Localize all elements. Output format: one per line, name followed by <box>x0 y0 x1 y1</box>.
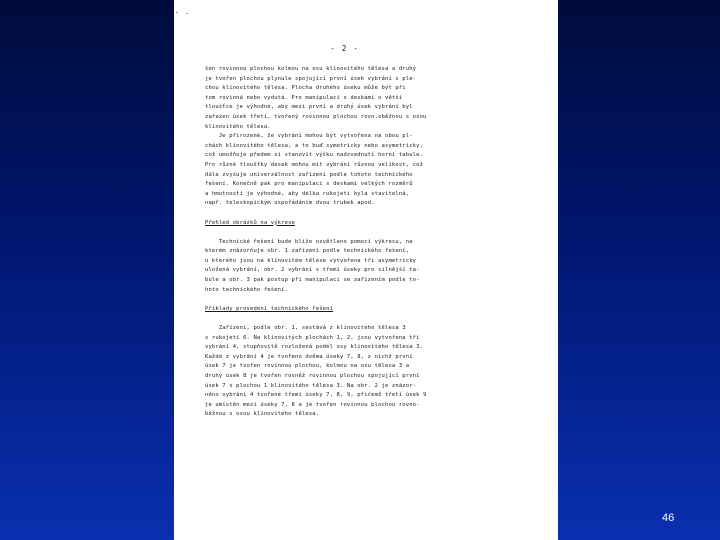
section-heading: Přehled obrázků na výkrese <box>205 219 295 226</box>
document-text-line: řešení. Konečně pak pro manipulaci s deskami velkých rozměrů <box>205 181 413 188</box>
document-text-line: druhý úsek 8 je tvořen rovněž rovinnou plochou spojující první <box>205 373 420 379</box>
document-text-line: u kterého jsou na klínovitém tělese vytvořena tři asymetricky <box>205 257 417 264</box>
scan-speck <box>186 13 188 14</box>
document-text-line: dále zvyšuje univerzálnost zařízení podle tohoto technického <box>205 171 413 178</box>
page-marker: - 2 - <box>330 44 360 53</box>
document-text-line: a hmotností je výhodné, aby délka rukojeti byla stavitelná, <box>205 190 410 197</box>
document-text-line: je tvořen plochou plynule spojující první úsek vybrání s ple- <box>205 75 417 82</box>
document-text-line: což umožňuje předem si stanovit výšku nadzvednutí horní tabule. <box>205 152 424 159</box>
document-text-line: vybrání 4, stupňovitě rozložená podél osy klínovitého tělesa 3. <box>205 344 424 351</box>
document-text-line: hoto technického řešení. <box>205 286 289 293</box>
document-text-line: chách klínovitého tělesa, a to buď symetricky nebo asymetricky, <box>205 142 424 149</box>
document-text-line <box>205 209 505 219</box>
document-text-line: klínovitého tělesa. <box>205 123 271 130</box>
scan-speck <box>176 12 178 13</box>
document-text-line: s rukojetí 6. Na klínovitých plochách 1, 2, jsou vytvořena tři <box>205 334 420 341</box>
document-text-line <box>205 295 505 305</box>
document-text-line: něno vybrání 4 tvořené třemi úseky 7, 8, 9, přičemž třetí úsek 9 <box>205 392 427 399</box>
document-text-line: Pro různé tloušťky desek mohou mít vybrání různou velikost, což <box>205 161 424 168</box>
document-text-line: Je přirozené, že vybrání mohou být vytvořena na obou pl- <box>205 133 413 140</box>
document-text-line: např. teleskopickým uspořádáním dvou trubek apod. <box>205 200 375 207</box>
document-text-line: bule a obr. 3 pak postup při manipulaci se zařízením podle to- <box>205 277 420 284</box>
document-text-line <box>205 228 505 238</box>
document-text-line: zařazen úsek třetí, tvořený rovinnou plochou rovn,oběžnou s osou <box>205 113 427 120</box>
slide-number: 46 <box>662 512 675 524</box>
document-text-line: tom rovinná nebo vydutá. Pro manipulaci s deskami o větší <box>205 94 403 101</box>
document-text-line: je umístěn mezi úseky 7, 8 a je tvořen rovinnou plochou rovno- <box>205 401 420 408</box>
document-text-line: Zařízení, podle obr. 1, sestává z klínovitého tělesa 3 <box>205 325 406 332</box>
document-text-line: tloušťce je výhodné, aby mezi první a druhý úsek vybrání byl <box>205 104 413 111</box>
section-heading: Příklady provedení technického řešení <box>205 305 334 312</box>
document-text-line: Každé z vybrání 4 je tvořeno dvěma úseky 7, 8, z nichž první <box>205 353 413 360</box>
document-text-line <box>205 314 505 324</box>
document-text-line: uložená vybrání, obr. 2 vybrání s třemi úseky pro silnější ta- <box>205 267 420 274</box>
document-text-line: kterém znázorňuje obr. 1 zařízení podle technického řešení, <box>205 248 410 255</box>
document-text-line: Technické řešení bude blíže osvětleno pomocí výkresu, na <box>205 238 413 245</box>
document-text-line: běžnou s osou klínovitého tělesa. <box>205 411 320 418</box>
document-text-line: úsek 7 s plochou 1 klínovitého tělesa 3. Na obr. 2 je znázor- <box>205 382 417 389</box>
document-text-line: šen rovinnou plochou kolmou na osu klínovitého tělesa a druhý <box>205 66 417 72</box>
document-text-line: chou klínovitého tělesa. Plocha druhého úseku může být při <box>205 85 406 92</box>
document-text-line: úsek 7 je tvořen rovinnou plochou, kolmou na osu tělesa 3 a <box>205 363 410 370</box>
document-body-text <box>205 65 505 420</box>
